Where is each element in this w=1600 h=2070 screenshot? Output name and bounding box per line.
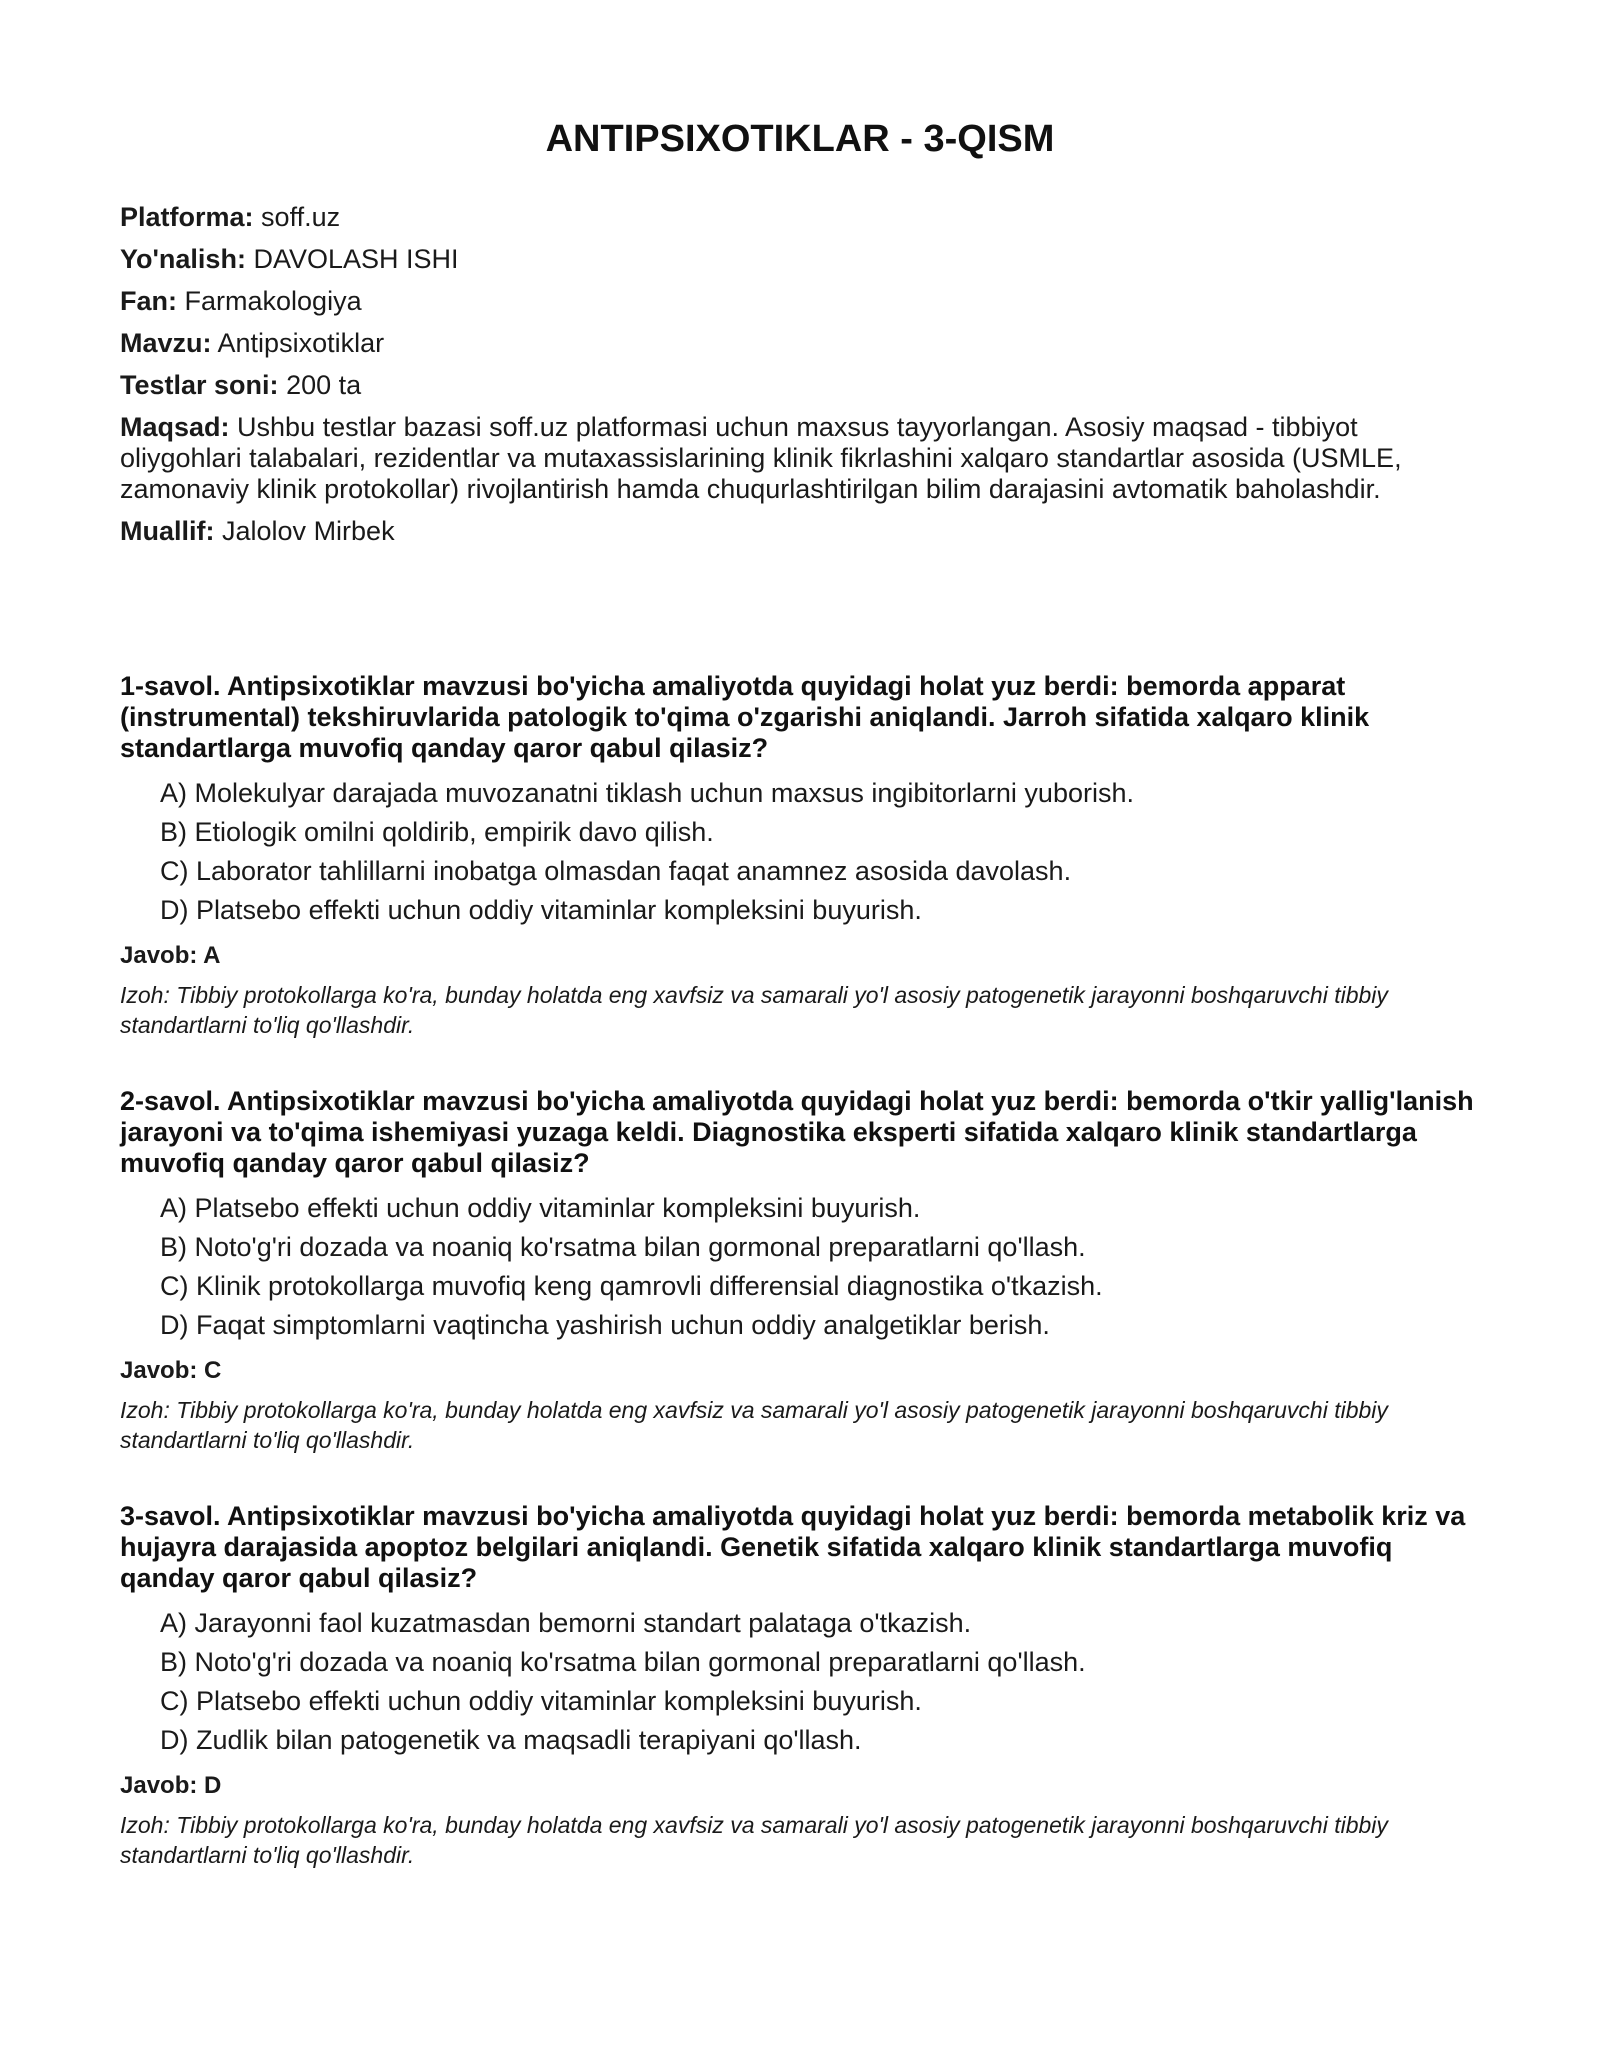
meta-label: Muallif: (120, 516, 215, 546)
meta-subject (120, 286, 1450, 317)
question-3 (120, 1501, 1480, 1870)
option-c: C) Klinik protokollarga muvofiq keng qamrovli differensial diagnostika o'tkazish. (160, 1271, 1103, 1301)
meta-direction (120, 244, 1450, 275)
option-c: C) Platsebo effekti uchun oddiy vitaminlar kompleksini buyurish. (160, 1686, 922, 1716)
answer: Javob: C (120, 1357, 222, 1384)
meta-label: Testlar soni: (120, 370, 279, 400)
option-a: A) Molekulyar darajada muvozanatni tiklash uchun maxsus ingibitorlarni yuborish. (160, 778, 1134, 808)
option-b: B) Noto'g'ri dozada va noaniq ko'rsatma bilan gormonal preparatlarni qo'llash. (160, 1232, 1086, 1262)
option-a: A) Platsebo effekti uchun oddiy vitaminlar kompleksini buyurish. (160, 1193, 921, 1223)
option-b: B) Noto'g'ri dozada va noaniq ko'rsatma bilan gormonal preparatlarni qo'llash. (160, 1647, 1086, 1677)
explanation-note: Izoh: Tibbiy protokollarga ko'ra, bunday holatda eng xavfsiz va samarali yo'l asosiy patogenetik jarayonni boshqaruvchi tibbiy standartlarni to'liq qo'llashdir. (120, 982, 1388, 1038)
answer: Javob: D (120, 1772, 222, 1799)
document-title: ANTIPSIXOTIKLAR - 3-QISM (545, 118, 1055, 160)
meta-label: Platforma: (120, 202, 254, 232)
question-list (120, 671, 1480, 1916)
question-text: 1-savol. Antipsixotiklar mavzusi bo'yicha amaliyotda quyidagi holat yuz berdi: bemorda apparat (instrumental) tekshiruvlarida patologik to'qima o'zgarishi aniqlandi. Jarroh sifatida xalqaro klinik standartlarga muvofiq qanday qaror qabul qilasiz? (120, 671, 1370, 763)
meta-value: Ushbu testlar bazasi soff.uz platformasi uchun maxsus tayyorlangan. Asosiy maqsad - tibbiyot oliygohlari talabalari, rezidentlar va mutaxassislarining klinik fikrlashini xalqaro standartlar asosida (USMLE, zamonaviy klinik protokollar) rivojlantirish hamda chuqurlashtirilgan bilim darajasini avtomatik baholashdir. (120, 412, 1402, 504)
meta-label: Yo'nalish: (120, 244, 246, 274)
option-a: A) Jarayonni faol kuzatmasdan bemorni standart palataga o'tkazish. (160, 1608, 972, 1638)
meta-value: 200 ta (286, 370, 362, 400)
option-list (160, 1193, 1480, 1341)
question-text: 3-savol. Antipsixotiklar mavzusi bo'yicha amaliyotda quyidagi holat yuz berdi: bemorda metabolik kriz va hujayra darajasida apoptoz belgilari aniqlandi. Genetik sifatida xalqaro klinik standartlarga muvofiq qanday qaror qabul qilasiz? (120, 1501, 1466, 1593)
meta-value: soff.uz (261, 202, 341, 232)
document-meta (120, 202, 1450, 558)
meta-label: Mavzu: (120, 328, 212, 358)
explanation-note: Izoh: Tibbiy protokollarga ko'ra, bunday holatda eng xavfsiz va samarali yo'l asosiy patogenetik jarayonni boshqaruvchi tibbiy standartlarni to'liq qo'llashdir. (120, 1812, 1388, 1868)
option-list (160, 778, 1480, 926)
meta-platform (120, 202, 1450, 233)
meta-value: Farmakologiya (184, 286, 362, 316)
meta-test-count (120, 370, 1450, 401)
option-c: C) Laborator tahlillarni inobatga olmasdan faqat anamnez asosida davolash. (160, 856, 1072, 886)
meta-purpose (120, 412, 1450, 505)
meta-value: Jalolov Mirbek (222, 516, 395, 546)
meta-topic (120, 328, 1450, 359)
answer: Javob: A (120, 942, 221, 969)
meta-author (120, 516, 1450, 547)
meta-value: Antipsixotiklar (217, 328, 385, 358)
question-text: 2-savol. Antipsixotiklar mavzusi bo'yicha amaliyotda quyidagi holat yuz berdi: bemorda o'tkir yallig'lanish jarayoni va to'qima ishemiyasi yuzaga keldi. Diagnostika eksperti sifatida xalqaro klinik standartlarga muvofiq qanday qaror qabul qilasiz? (120, 1086, 1474, 1178)
option-b: B) Etiologik omilni qoldirib, empirik davo qilish. (160, 817, 714, 847)
meta-value: DAVOLASH ISHI (253, 244, 459, 274)
question-1 (120, 671, 1480, 1040)
option-d: D) Platsebo effekti uchun oddiy vitaminlar kompleksini buyurish. (160, 895, 922, 925)
option-d: D) Zudlik bilan patogenetik va maqsadli terapiyani qo'llash. (160, 1725, 862, 1755)
explanation-note: Izoh: Tibbiy protokollarga ko'ra, bunday holatda eng xavfsiz va samarali yo'l asosiy patogenetik jarayonni boshqaruvchi tibbiy standartlarni to'liq qo'llashdir. (120, 1397, 1388, 1453)
option-d: D) Faqat simptomlarni vaqtincha yashirish uchun oddiy analgetiklar berish. (160, 1310, 1050, 1340)
question-2 (120, 1086, 1480, 1455)
meta-label: Fan: (120, 286, 177, 316)
meta-label: Maqsad: (120, 412, 230, 442)
option-list (160, 1608, 1480, 1756)
